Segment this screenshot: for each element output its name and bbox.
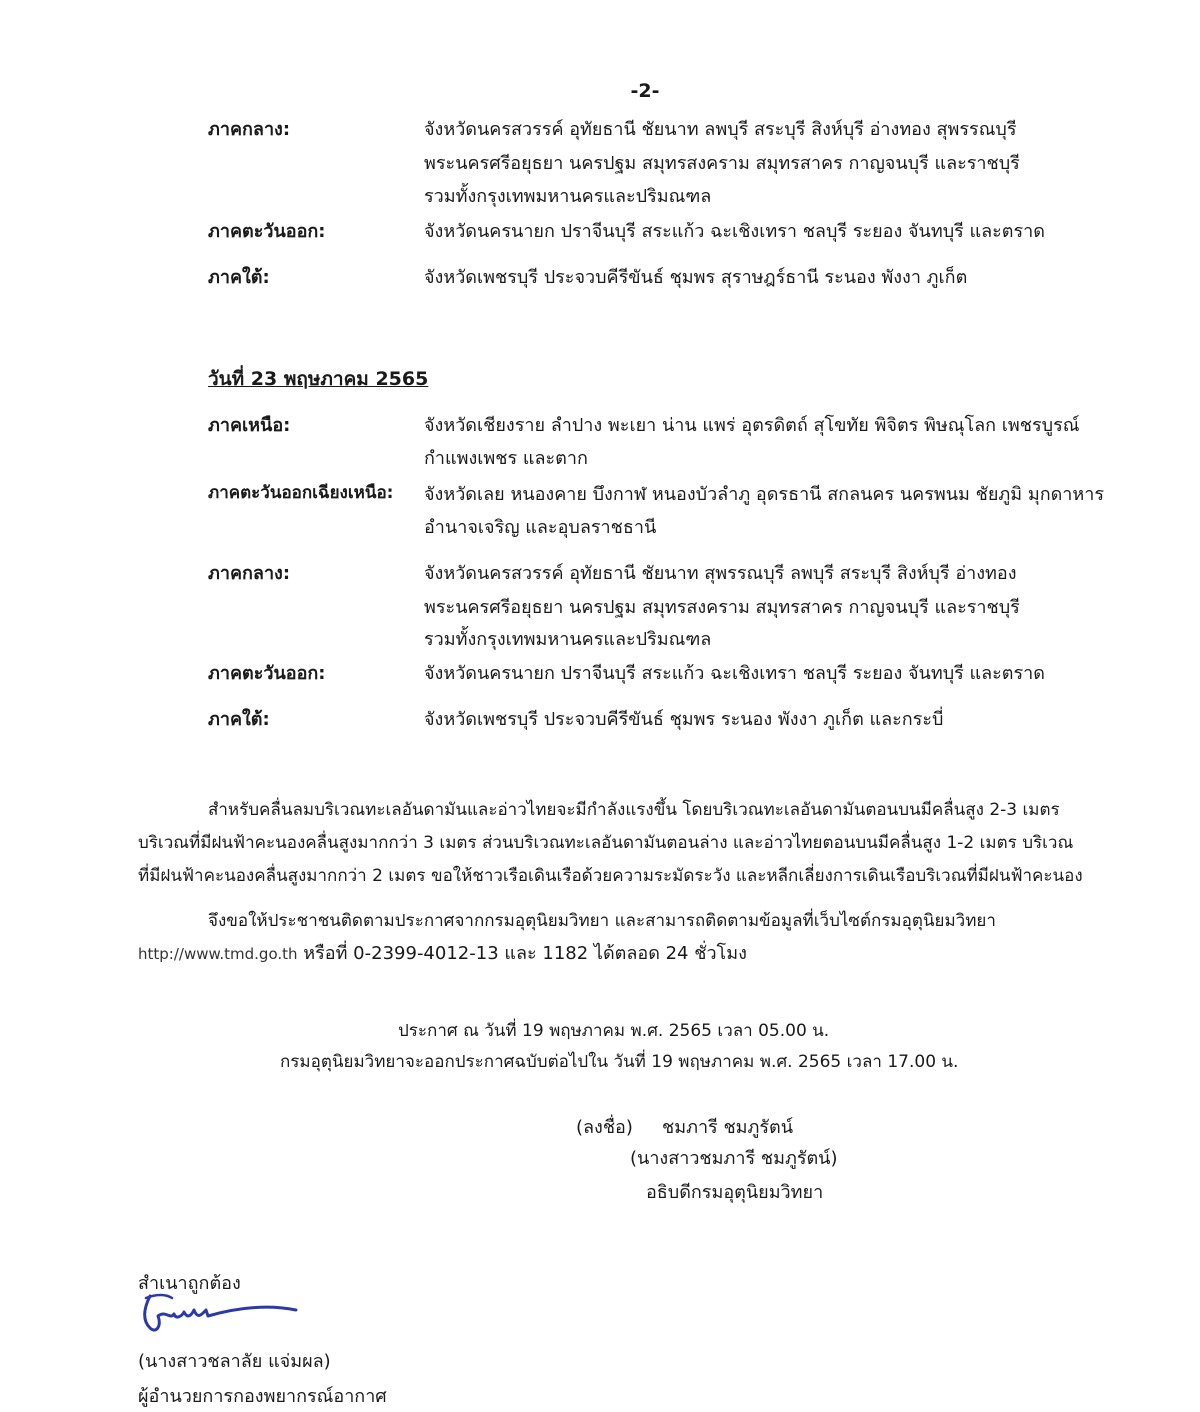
region-provinces-line: จังหวัดนครนายก ปราจีนบุรี สระแก้ว ฉะเชิงเทรา ชลบุรี ระยอง จันทบุรี และตราด (424, 221, 1045, 242)
region-label-central: ภาคกลาง: (208, 563, 291, 584)
region-provinces-line: กำแพงเพชร และตาก (424, 448, 588, 469)
follow-paragraph-line: จึงขอให้ประชาชนติดตามประกาศจากกรมอุตุนิยมวิทยา และสามารถติดตามข้อมูลที่เว็บไซต์กรมอุตุนิยมวิทยา (208, 911, 996, 931)
website-link[interactable]: http://www.tmd.go.th (138, 945, 298, 963)
contact-text: หรือที่ 0-2399-4012-13 และ 1182 ได้ตลอด 24 ชั่วโมง (297, 943, 747, 964)
region-provinces-line: รวมทั้งกรุงเทพมหานครและปริมณฑล (424, 186, 712, 207)
handwritten-signature (136, 1290, 306, 1340)
region-provinces-line: จังหวัดเพชรบุรี ประจวบคีรีขันธ์ ชุมพร ระนอง พังงา ภูเก็ต และกระบี่ (424, 709, 944, 730)
certifier-name: (นางสาวชลาลัย แจ่มผล) (138, 1351, 331, 1372)
signed-name: ชมภารี ชมภูรัตน์ (662, 1117, 794, 1138)
region-provinces-line: รวมทั้งกรุงเทพมหานครและปริมณฑล (424, 629, 712, 650)
region-label-north: ภาคเหนือ: (208, 415, 291, 436)
region-provinces-line: จังหวัดเพชรบุรี ประจวบคีรีขันธ์ ชุมพร สุราษฎร์ธานี ระนอง พังงา ภูเก็ต (424, 267, 968, 288)
region-provinces-line: จังหวัดนครนายก ปราจีนบุรี สระแก้ว ฉะเชิงเทรา ชลบุรี ระยอง จันทบุรี และตราด (424, 663, 1045, 684)
next-announcement: กรมอุตุนิยมวิทยาจะออกประกาศฉบับต่อไปใน วันที่ 19 พฤษภาคม พ.ศ. 2565 เวลา 17.00 น. (280, 1052, 959, 1072)
wave-paragraph-line: บริเวณที่มีฝนฟ้าคะนองคลื่นสูงมากกว่า 3 เมตร ส่วนบริเวณทะเลอันดามันตอนล่าง และอ่าวไทยตอนบนมีคลื่นสูง 1-2 เมตร บริเวณ (138, 833, 1074, 853)
signatory-title: อธิบดีกรมอุตุนิยมวิทยา (646, 1182, 824, 1203)
region-provinces-line: จังหวัดเชียงราย ลำปาง พะเยา น่าน แพร่ อุตรดิตถ์ สุโขทัย พิจิตร พิษณุโลก เพชรบูรณ์ (424, 415, 1080, 436)
certified-label: สำเนาถูกต้อง (138, 1273, 241, 1294)
region-provinces-line: อำนาจเจริญ และอุบลราชธานี (424, 517, 657, 538)
region-label-south: ภาคใต้: (208, 709, 270, 730)
wave-paragraph-line: ที่มีฝนฟ้าคะนองคลื่นสูงมากกว่า 2 เมตร ขอให้ชาวเรือเดินเรือด้วยความระมัดระวัง และหลีกเลี่ยงการเดินเรือบริเวณที่มีฝนฟ้าคะนอง (138, 866, 1083, 886)
region-provinces-line: พระนครศรีอยุธยา นครปฐม สมุทรสงคราม สมุทรสาคร กาญจนบุรี และราชบุรี (424, 597, 1020, 618)
region-label-south: ภาคใต้: (208, 267, 270, 288)
region-label-east: ภาคตะวันออก: (208, 663, 326, 684)
region-provinces-line: พระนครศรีอยุธยา นครปฐม สมุทรสงคราม สมุทรสาคร กาญจนบุรี และราชบุรี (424, 153, 1020, 174)
region-provinces-line: จังหวัดนครสวรรค์ อุทัยธานี ชัยนาท ลพบุรี สระบุรี สิงห์บุรี อ่างทอง สุพรรณบุรี (424, 119, 1017, 140)
region-provinces-line: จังหวัดนครสวรรค์ อุทัยธานี ชัยนาท สุพรรณบุรี ลพบุรี สระบุรี สิงห์บุรี อ่างทอง (424, 563, 1017, 584)
signed-prefix: (ลงชื่อ) (576, 1117, 633, 1138)
date-heading: วันที่ 23 พฤษภาคม 2565 (208, 368, 429, 390)
wave-paragraph-line: สำหรับคลื่นลมบริเวณทะเลอันดามันและอ่าวไทยจะมีกำลังแรงขึ้น โดยบริเวณทะเลอันดามันตอนบนมีคลื่นสูง 2-3 เมตร (208, 800, 1060, 820)
region-label-northeast: ภาคตะวันออกเฉียงเหนือ: (208, 483, 394, 503)
region-label-central: ภาคกลาง: (208, 119, 291, 140)
follow-paragraph-line (138, 938, 747, 967)
certifier-title: ผู้อำนวยการกองพยากรณ์อากาศ (138, 1386, 387, 1407)
signatory-full-name: (นางสาวชมภารี ชมภูรัตน์) (630, 1148, 838, 1169)
announcement-date: ประกาศ ณ วันที่ 19 พฤษภาคม พ.ศ. 2565 เวลา 05.00 น. (398, 1021, 830, 1041)
page-number: -2- (630, 80, 660, 102)
region-label-east: ภาคตะวันออก: (208, 221, 326, 242)
region-provinces-line: จังหวัดเลย หนองคาย บึงกาฬ หนองบัวลำภู อุดรธานี สกลนคร นครพนม ชัยภูมิ มุกดาหาร (424, 484, 1105, 505)
